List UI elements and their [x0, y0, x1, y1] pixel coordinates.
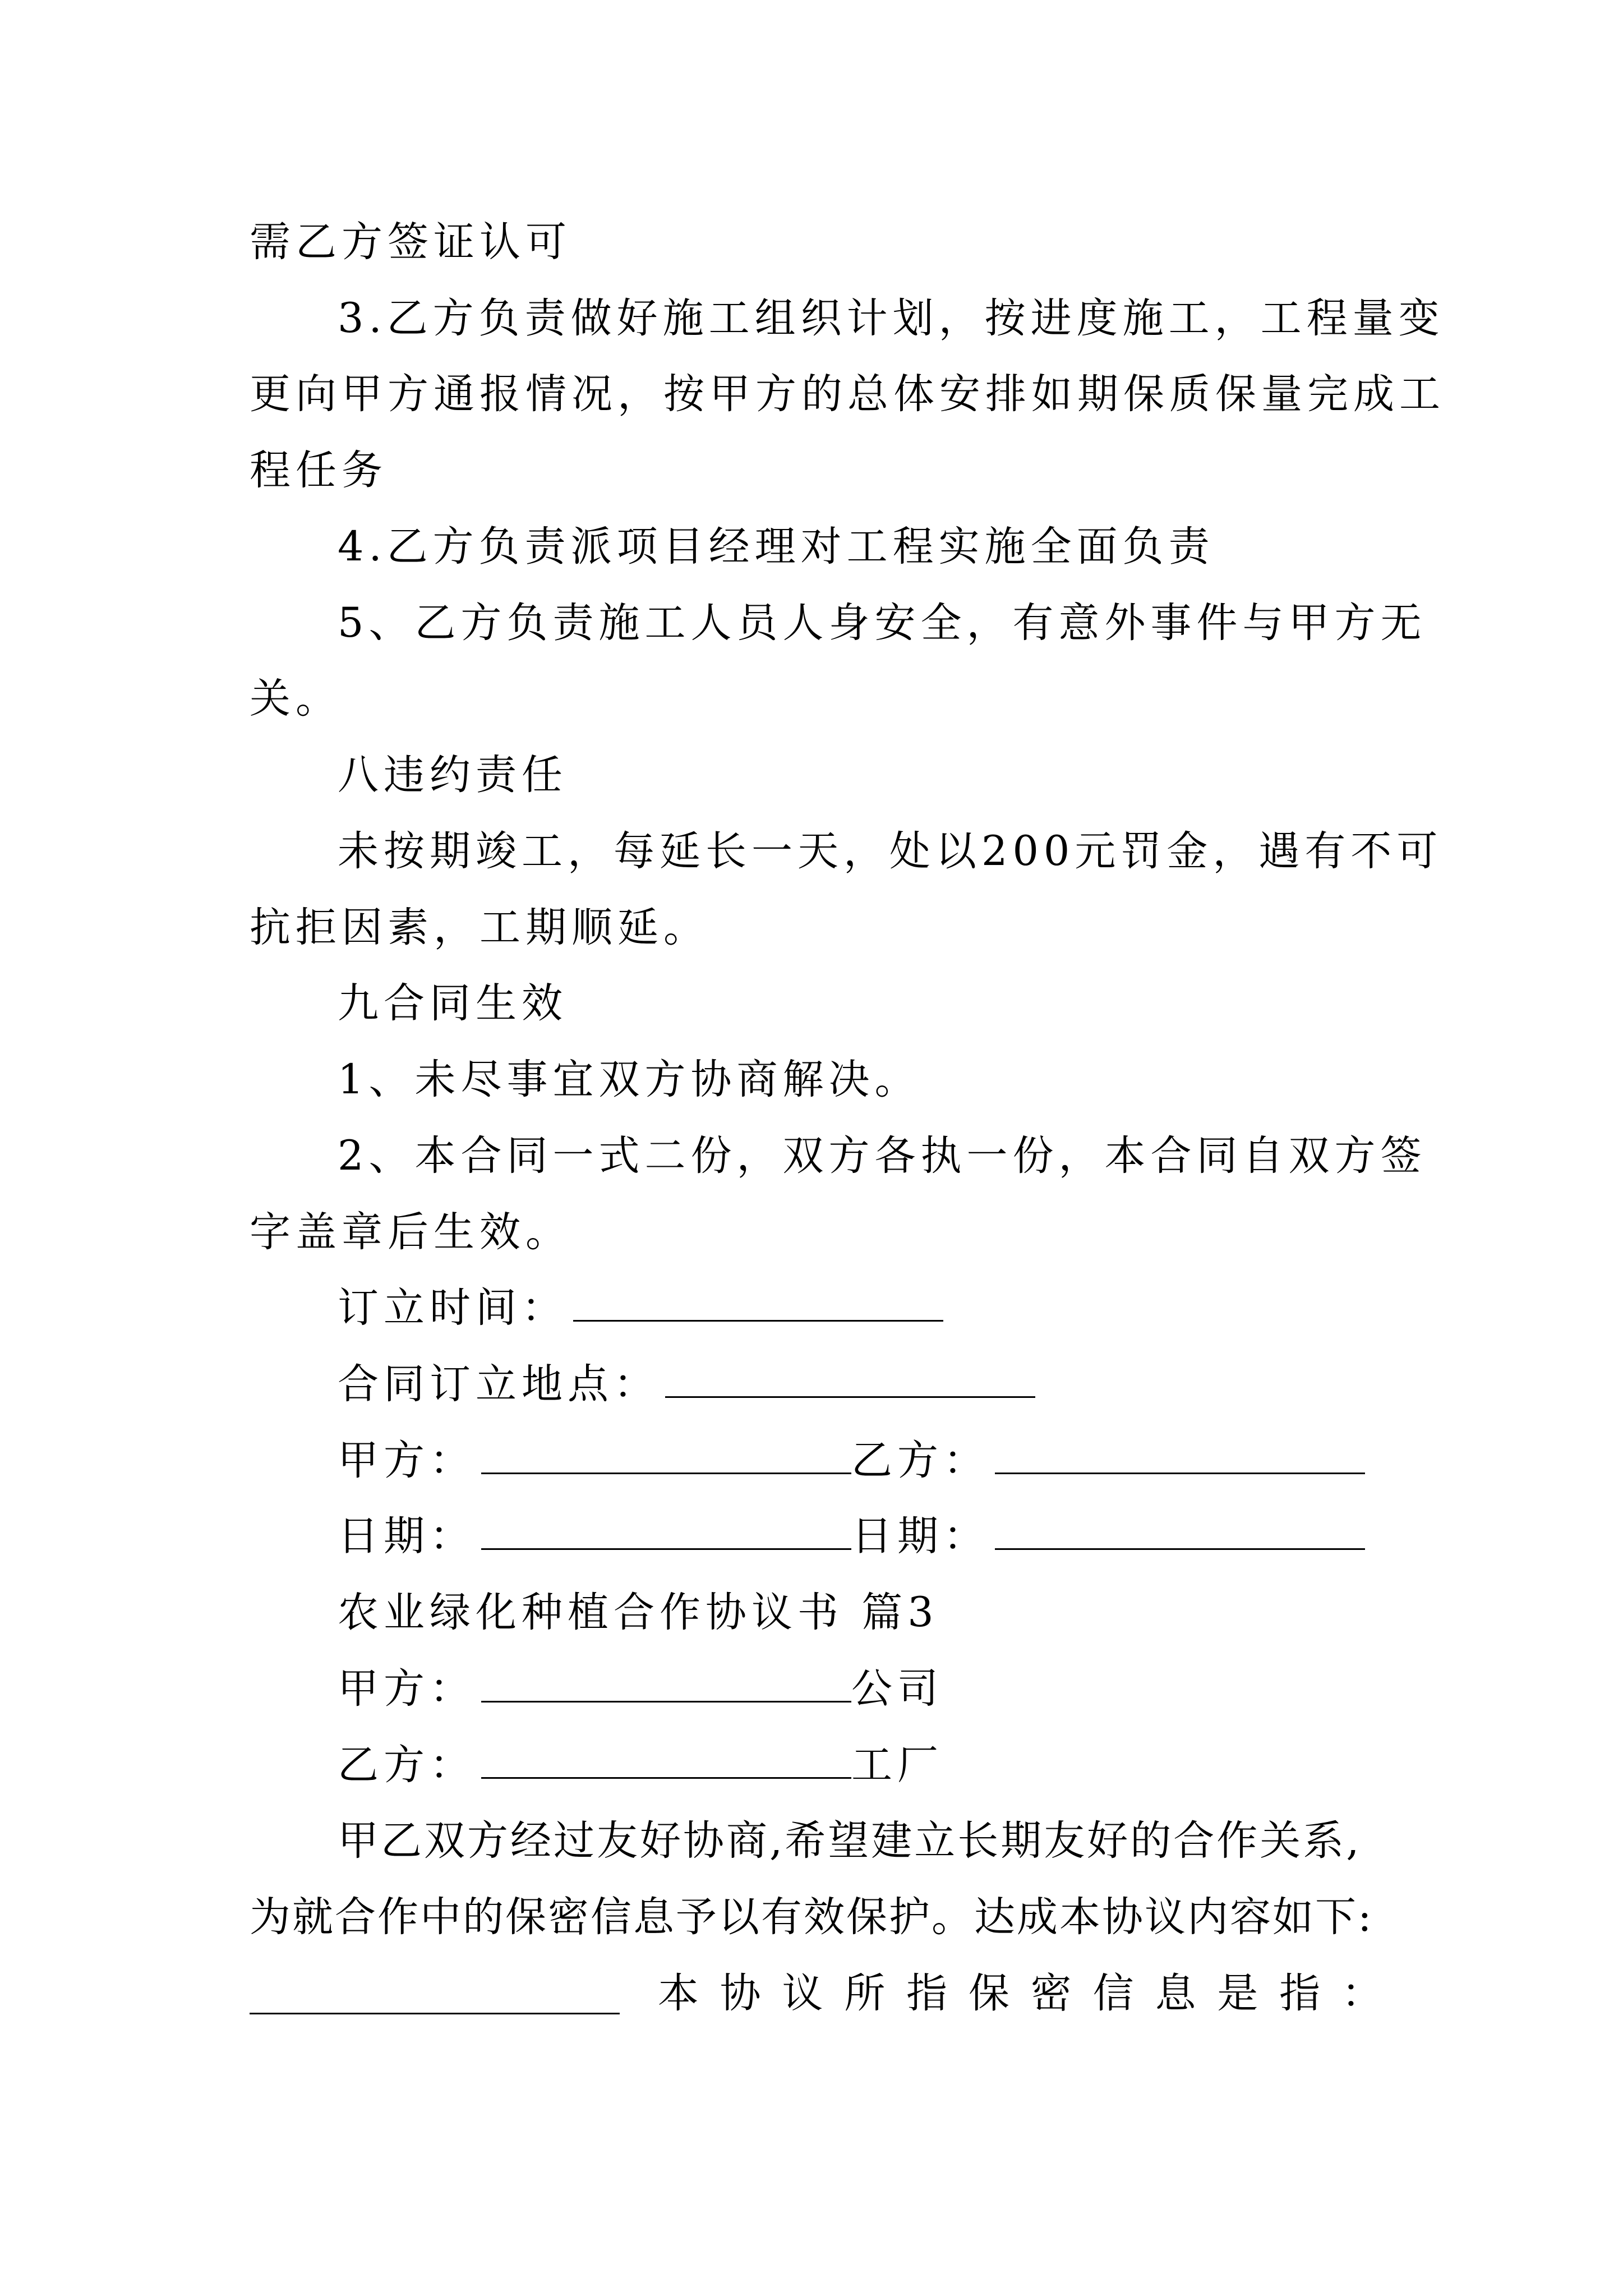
parties-row: [338, 1433, 1365, 1489]
section-heading-9: 九合同生效: [338, 979, 568, 1027]
section3-party-a-row: [338, 1661, 943, 1717]
text-line-9: 未按期竣工，每延长一天，处以200元罚金，遇有不可: [338, 827, 1443, 875]
date-a-blank[interactable]: [481, 1509, 851, 1550]
char-1: 本: [657, 1970, 699, 2017]
sign-place-blank[interactable]: [665, 1357, 1035, 1398]
text-line-1: 需乙方签证认可: [250, 218, 571, 266]
section3-party-a-label: 甲方：: [338, 1665, 476, 1713]
text-line-12: 1、未尽事宜双方协商解决。: [338, 1056, 921, 1103]
party-b-blank[interactable]: [995, 1433, 1365, 1474]
section3-party-a-blank[interactable]: [481, 1662, 851, 1703]
dates-row: [338, 1508, 1365, 1565]
sign-place-label: 合同订立地点：: [338, 1360, 660, 1408]
char-4: 所: [844, 1970, 886, 2017]
char-2: 协: [720, 1970, 761, 2017]
sign-time-label: 订立时间：: [338, 1284, 568, 1332]
text-line-2: 3.乙方负责做好施工组织计划，按进度施工，工程量变: [338, 295, 1445, 342]
section3-party-b-label: 乙方：: [338, 1741, 476, 1789]
section-heading-8: 八违约责任: [338, 751, 568, 799]
section3-para-line-2: 为就合作中的保密信息予以有效保护。达成本协议内容如下:: [250, 1893, 1373, 1941]
char-8: 信: [1092, 1970, 1134, 2017]
date-b-blank[interactable]: [995, 1509, 1365, 1550]
char-10: 是: [1217, 1970, 1258, 2017]
text-line-4: 程任务: [250, 447, 388, 494]
confidential-info-blank[interactable]: [250, 1973, 620, 2014]
char-6: 保: [968, 1970, 1009, 2017]
section3-party-a-suffix: 公司: [851, 1665, 943, 1713]
party-a-label: 甲方：: [338, 1437, 476, 1484]
char-12: ：: [1341, 1970, 1382, 2017]
confidential-info-row: [250, 1966, 1382, 2022]
text-line-10: 抗拒因素，工期顺延。: [250, 904, 709, 951]
char-11: 指: [1279, 1970, 1321, 2017]
section3-party-b-blank[interactable]: [481, 1738, 851, 1779]
sign-time-blank[interactable]: [573, 1281, 943, 1322]
date-a-label: 日期：: [338, 1512, 476, 1560]
char-3: 议: [782, 1970, 823, 2017]
date-b-label: 日期：: [851, 1512, 989, 1560]
section3-party-b-suffix: 工厂: [851, 1741, 943, 1789]
text-line-7: 关。: [250, 675, 342, 723]
text-line-3: 更向甲方通报情况，按甲方的总体安排如期保质保量完成工: [250, 370, 1445, 418]
text-line-5: 4.乙方负责派项目经理对工程实施全面负责: [338, 523, 1215, 570]
text-line-13: 2、本合同一式二份，双方各执一份，本合同自双方签: [338, 1132, 1427, 1180]
text-line-14: 字盖章后生效。: [250, 1208, 571, 1256]
party-b-label: 乙方：: [851, 1437, 989, 1484]
char-9: 息: [1155, 1970, 1196, 2017]
sign-place-row: [338, 1356, 1035, 1412]
section3-heading: 农业绿化种植合作协议书 篇3: [338, 1589, 939, 1636]
char-7: 密: [1030, 1970, 1072, 2017]
section3-party-b-row: [338, 1737, 943, 1793]
section3-para-line-1: 甲乙双方经过友好协商,希望建立长期友好的合作关系,: [338, 1817, 1362, 1865]
char-5: 指: [906, 1970, 948, 2017]
text-line-6: 5、乙方负责施工人员人身安全，有意外事件与甲方无: [338, 599, 1427, 647]
sign-time-row: [338, 1280, 943, 1336]
party-a-blank[interactable]: [481, 1433, 851, 1474]
